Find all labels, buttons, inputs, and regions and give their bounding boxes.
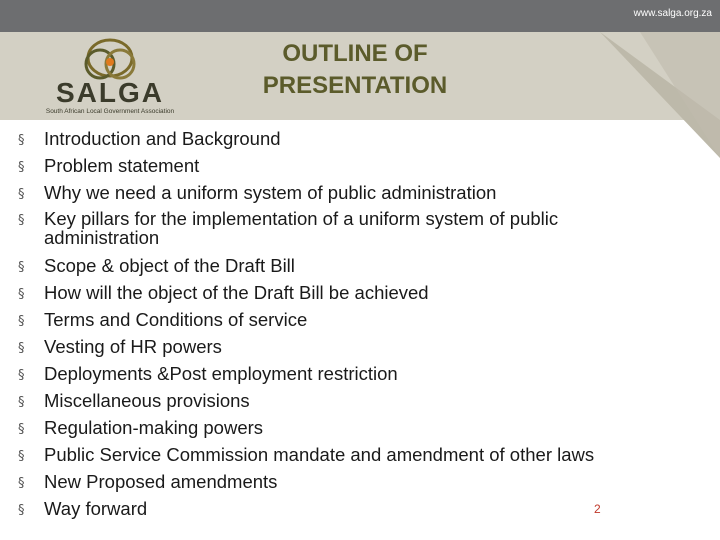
list-item bbox=[18, 255, 648, 276]
list-item bbox=[18, 471, 648, 492]
bullet-icon: § bbox=[18, 422, 25, 437]
list-item-label: Way forward bbox=[44, 498, 148, 519]
list-item bbox=[18, 417, 648, 438]
title-line-1: OUTLINE OF bbox=[282, 40, 428, 67]
list-item-label: Scope & object of the Draft Bill bbox=[44, 255, 295, 276]
outline-list bbox=[18, 128, 648, 525]
list-item bbox=[18, 363, 648, 384]
bullet-icon: § bbox=[18, 503, 25, 518]
bullet-icon: § bbox=[18, 341, 25, 356]
salga-logo bbox=[30, 36, 190, 116]
bullet-icon: § bbox=[18, 287, 25, 302]
title-line-2: PRESENTATION bbox=[262, 72, 448, 99]
list-item-label: Introduction and Background bbox=[44, 128, 281, 149]
list-item-label: Miscellaneous provisions bbox=[44, 390, 250, 411]
top-bar bbox=[0, 0, 720, 32]
bullet-icon: § bbox=[18, 187, 25, 202]
page-title bbox=[230, 38, 480, 102]
list-item bbox=[18, 444, 648, 465]
list-item-label: Public Service Commission mandate and amendment of other laws bbox=[44, 444, 595, 465]
list-item bbox=[18, 498, 648, 519]
bullet-icon: § bbox=[18, 368, 25, 383]
salga-wordmark: SALGA bbox=[56, 77, 164, 108]
bullet-icon: § bbox=[18, 133, 25, 148]
list-item-label: New Proposed amendments bbox=[44, 471, 278, 492]
bullet-icon: § bbox=[18, 314, 25, 329]
list-item-label: Deployments &Post employment restriction bbox=[44, 363, 398, 384]
bullet-icon: § bbox=[18, 476, 25, 491]
list-item bbox=[18, 128, 648, 149]
list-item bbox=[18, 390, 648, 411]
list-item bbox=[18, 182, 648, 203]
list-item-label: How will the object of the Draft Bill be achieved bbox=[44, 282, 429, 303]
bullet-icon: § bbox=[18, 160, 25, 175]
bullet-icon: § bbox=[18, 395, 25, 410]
bullet-icon: § bbox=[18, 213, 25, 228]
salga-emblem-icon bbox=[86, 40, 134, 78]
list-item-label: Terms and Conditions of service bbox=[44, 309, 308, 330]
list-item-label: Vesting of HR powers bbox=[44, 336, 222, 357]
bullet-icon: § bbox=[18, 449, 25, 464]
list-item bbox=[18, 336, 648, 357]
list-item-label: Regulation-making powers bbox=[44, 417, 264, 438]
list-item bbox=[18, 209, 648, 247]
website-url: www.salga.org.za bbox=[633, 8, 712, 19]
list-item-label: Problem statement bbox=[44, 155, 200, 176]
list-item bbox=[18, 155, 648, 176]
list-item-label: Key pillars for the implementation of a uniform system of public administration bbox=[44, 208, 559, 248]
bullet-icon: § bbox=[18, 260, 25, 275]
list-item bbox=[18, 309, 648, 330]
salga-tagline: South African Local Government Association bbox=[45, 108, 175, 115]
list-item bbox=[18, 282, 648, 303]
page-number: 2 bbox=[594, 502, 601, 516]
list-item-label: Why we need a uniform system of public administration bbox=[44, 182, 497, 203]
